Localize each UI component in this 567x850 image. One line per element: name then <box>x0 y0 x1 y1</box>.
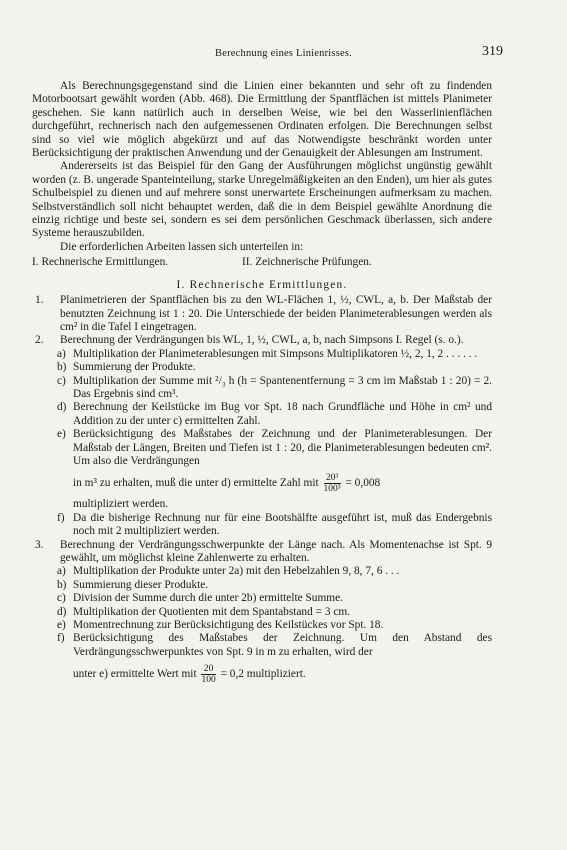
intro-paragraph-1: Als Berechnungsgegenstand sind die Linien einer bekannten und sehr oft zu findenden Motorbootsart gewählt worden (Abb. 468). Die Ermittlung der Spantflächen ist mittels Planimeter geschehen. Sie kann natürlich auch in derselben Weise, wie bei den Wasserlinienflächen durchgeführt, rechnerisch nach den aufgemessenen Ordinaten erfolgen. Die Berechnungen selbst sind so viel wie möglich abgekürzt und auf das Notwendigste beschränkt worden unter Berücksichtigung der praktischen Anwendung und der Genauigkeit der Ablesungen am Instrument. <box>32 80 492 160</box>
sub-item-3b <box>57 579 492 592</box>
sub-item-label: d) <box>57 401 67 414</box>
overview-part-1: I. Rechnerische Ermittlungen. <box>32 256 169 269</box>
fraction <box>324 473 341 494</box>
sub-item-2c <box>57 375 492 402</box>
scale-equation: in m³ zu erhalten, muß die unter d) ermittelte Zahl mit $\frac{\text{20³}}{\text{100³}}$ = 0,008 <box>73 473 381 495</box>
sub-item-label: d) <box>57 605 67 618</box>
page-body <box>32 80 492 689</box>
sub-item-text: Summierung dieser Produkte. <box>73 578 209 591</box>
overview-part-2: II. Zeichnerische Prüfungen. <box>242 256 372 269</box>
sub-item-label: f) <box>57 632 65 645</box>
sub-item-label: b) <box>57 361 67 374</box>
sub-item-3d <box>57 606 492 619</box>
sub-item-3f <box>57 632 492 689</box>
sub-item-text: Multiplikation der Produkte unter 2a) mit den Hebelzahlen 9, 8, 7, 6 . . . <box>73 565 400 578</box>
item-text: Planimetrieren der Spantflächen bis zu den WL-Flächen 1, ½, CWL, a, b. Der Maßstab der benutzten Zeichnung ist 1 : 20. Die Unterschiede der beiden Planimeterablesungen werden als cm² in die Tafel I eingetragen. <box>60 294 492 333</box>
sub-item-label: b) <box>57 578 67 591</box>
fraction-numerator: 20 <box>203 664 214 675</box>
sub-item-text: Berechnung der Keilstücke im Bug vor Spt. 18 nach Grundfläche und Höhe in cm² und Addition zu der unter c) ermittelten Zahl. <box>73 401 492 427</box>
item-number: 2. <box>35 334 44 347</box>
item-number: 1. <box>35 294 44 307</box>
fraction-denominator: 100³ <box>323 484 341 495</box>
sub-item-2b <box>57 361 492 374</box>
page-number: 319 <box>482 44 503 59</box>
item-text: Berechnung der Verdrängungen bis WL, 1, ½, CWL, a, b, nach Simpsons I. Regel (s. o.). <box>60 334 464 347</box>
fraction <box>201 664 215 685</box>
work-overview <box>32 256 492 269</box>
list-item-2 <box>32 334 492 347</box>
sub-item-3e <box>57 619 492 632</box>
list-item-1 <box>32 294 492 334</box>
sub-item-2f <box>57 512 492 539</box>
intro-paragraph-2: Andererseits ist das Beispiel für den Gang der Ausführungen möglichst ungünstig gewählt worden (z. B. ungerade Spanteinteilung, starke Unregelmäßigkeiten an den Enden), um hier als gutes Schulbeispiel zu dienen und auf mehrere sonst unerwartete Erscheinungen aufmerksam zu machen. Selbstverständlich soll nicht behauptet werden, daß die in dem Beispiel gewählte Anordnung die einzig richtige und beste sei, sondern es sei dem persönlichen Geschmack überlassen, sich andere Systeme herauszubilden. <box>32 160 492 240</box>
item-number: 3. <box>35 538 44 551</box>
fraction-denominator: 100 <box>201 675 216 686</box>
sub-item-label: e) <box>57 619 66 632</box>
sub-item-3c <box>57 592 492 605</box>
sub-item-text: Da die bisherige Rechnung nur für eine Bootshälfte ausgeführt ist, muß das Endergebnis noch mit 2 multipliziert werden. <box>73 511 492 538</box>
sub-item-text: Multiplikation der Quotienten mit dem Spantabstand = 3 cm. <box>73 605 351 618</box>
sub-item-2e <box>57 428 492 512</box>
sub-item-text-end: multipliziert werden. <box>73 498 169 511</box>
sub-item-text: Berücksichtigung des Maßstabes der Zeichnung und der Planimeterablesungen. Der Maßstab der Längen, Breiten und Tiefen ist 1 : 20, die Planimeterablesungen bedeuten cm². Um also die Verdrängungen <box>73 428 492 467</box>
sub-item-text: Momentrechnung zur Berücksichtigung des Keilstückes vor Spt. 18. <box>73 619 384 632</box>
sub-item-label: f) <box>57 511 65 524</box>
sub-item-label: a) <box>57 565 66 578</box>
sub-item-text: Multiplikation der Summe mit ²/₃ h (h = Spantenentfernung = 3 cm im Maßstab 1 : 20) = 2. Das Ergebnis sind cm³. <box>73 374 492 400</box>
sub-item-text: Multiplikation der Planimeterablesungen mit Simpsons Multiplikatoren ½, 2, 1, 2 . . . . . . <box>73 347 478 360</box>
sub-item-2d <box>57 401 492 428</box>
sub-item-text: Summierung der Produkte. <box>73 361 196 374</box>
sub-item-label: c) <box>57 592 66 605</box>
item-text: Berechnung der Verdrängungsschwerpunkte der Länge nach. Als Momentenachse ist Spt. 9 gewählt, um möglichst kleine Zahlenwerte zu erhalten. <box>60 538 492 564</box>
sub-item-2a <box>57 348 492 361</box>
sub-item-label: a) <box>57 347 66 360</box>
fraction-numerator: 20³ <box>325 473 339 484</box>
scale-equation: unter e) ermittelte Wert mit $\frac{20}{100}$ = 0,2 multipliziert. <box>73 664 306 686</box>
sub-item-3a <box>57 565 492 578</box>
running-head: Berechnung eines Linienrisses. <box>215 48 352 59</box>
sub-item-label: c) <box>57 374 66 387</box>
intro-paragraph-3: Die erforderlichen Arbeiten lassen sich unterteilen in: <box>60 240 304 253</box>
sub-item-text: Division der Summe durch die unter 2b) ermittelte Summe. <box>73 592 343 605</box>
section-heading: I. Rechnerische Ermittlungen. <box>176 278 348 291</box>
sub-item-text: Berücksichtigung des Maßstabes der Zeichnung. Um den Abstand des Verdrängungsschwerpunktes von Spt. 9 in m zu erhalten, wird der <box>73 632 492 658</box>
list-item-3 <box>32 539 492 566</box>
sub-item-label: e) <box>57 428 66 441</box>
